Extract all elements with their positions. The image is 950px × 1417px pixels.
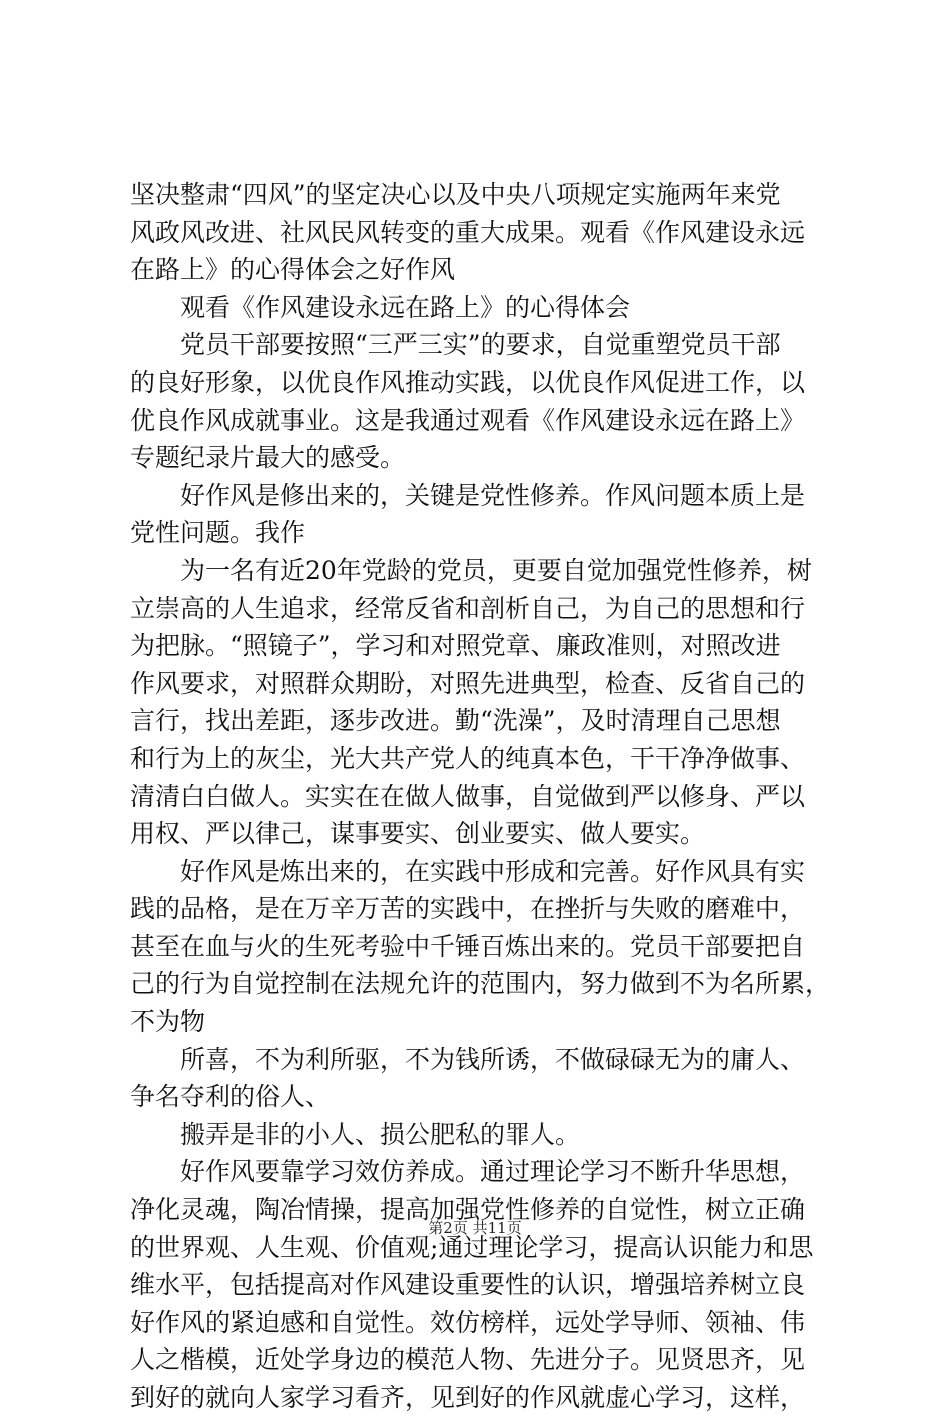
- text-line: 坚决整肃“四风”的坚定决心以及中央八项规定实施两年来党: [130, 180, 781, 209]
- text-line: 甚至在血与火的生死考验中千锤百炼出来的。党员干部要把自: [130, 931, 806, 961]
- page-footer: 第2页 共11页: [428, 1219, 522, 1237]
- text-line: 优良作风成就事业。这是我通过观看《作风建设永远在路上》: [130, 405, 806, 435]
- text-line: 的良好形象，以优良作风推动实践，以优良作风促进工作，以: [130, 367, 806, 397]
- text-line: 到好的就向人家学习看齐，见到好的作风就虚心学习，这样，: [130, 1383, 806, 1412]
- text-line: 为把脉。“照镜子”，学习和对照党章、廉政准则，对照改进: [130, 631, 781, 661]
- text-line: 搬弄是非的小人、损公肥私的罪人。: [180, 1119, 581, 1149]
- text-line: 观看《作风建设永远在路上》的心得体会: [180, 292, 631, 322]
- text-line: 好作风要靠学习效仿养成。通过理论学习不断升华思想，: [180, 1157, 806, 1187]
- text-line: 党员干部要按照“三严三实”的要求，自觉重塑党员干部: [180, 330, 781, 360]
- text-line: 清清白白做人。实实在在做人做事，自觉做到严以修身、严以: [130, 781, 806, 811]
- text-line: 不为物: [130, 1007, 206, 1037]
- text-line: 作风要求，对照群众期盼，对照先进典型，检查、反省自己的: [130, 668, 806, 698]
- text-line: 和行为上的灰尘，光大共产党人的纯真本色，干干净净做事、: [130, 743, 806, 773]
- text-line: 的世界观、人生观、价值观;通过理论学习，提高认识能力和思: [130, 1232, 814, 1262]
- text-line: 己的行为自觉控制在法规允许的范围内，努力做到不为名所累，: [130, 969, 831, 999]
- text-line: 好作风是修出来的，关键是党性修养。作风问题本质上是: [180, 480, 806, 510]
- text-line: 好作风是炼出来的，在实践中形成和完善。好作风具有实: [180, 856, 806, 886]
- text-line: 争名夺利的俗人、: [130, 1082, 331, 1112]
- text-line: 好作风的紧迫感和自觉性。效仿榜样，远处学导师、领袖、伟: [130, 1307, 806, 1337]
- text-line: 人之楷模，近处学身边的模范人物、先进分子。见贤思齐，见: [130, 1345, 806, 1375]
- text-line: 净化灵魂，陶冶情操，提高加强党性修养的自觉性，树立正确: [130, 1195, 806, 1225]
- text-line: 专题纪录片最大的感受。: [130, 443, 406, 473]
- text-line: 用权、严以律己，谋事要实、创业要实、做人要实。: [130, 819, 706, 849]
- text-line: 践的品格，是在万辛万苦的实践中，在挫折与失败的磨难中，: [130, 894, 806, 924]
- text-line: 所喜，不为利所驱，不为钱所诱，不做碌碌无为的庸人、: [180, 1044, 806, 1074]
- text-line: 风政风改进、社风民风转变的重大成果。观看《作风建设永远: [130, 217, 806, 247]
- text-line: 立崇高的人生追求，经常反省和剖析自己，为自己的思想和行: [130, 593, 806, 623]
- text-line: 维水平，包括提高对作风建设重要性的认识，增强培养树立良: [130, 1270, 806, 1300]
- text-line: 为一名有近20年党龄的党员，更要自觉加强党性修养，树: [180, 555, 812, 585]
- text-line: 在路上》的心得体会之好作风: [130, 255, 456, 285]
- text-line: 党性问题。我作: [130, 518, 306, 548]
- text-line: 言行，找出差距，逐步改进。勤“洗澡”，及时清理自己思想: [130, 706, 781, 736]
